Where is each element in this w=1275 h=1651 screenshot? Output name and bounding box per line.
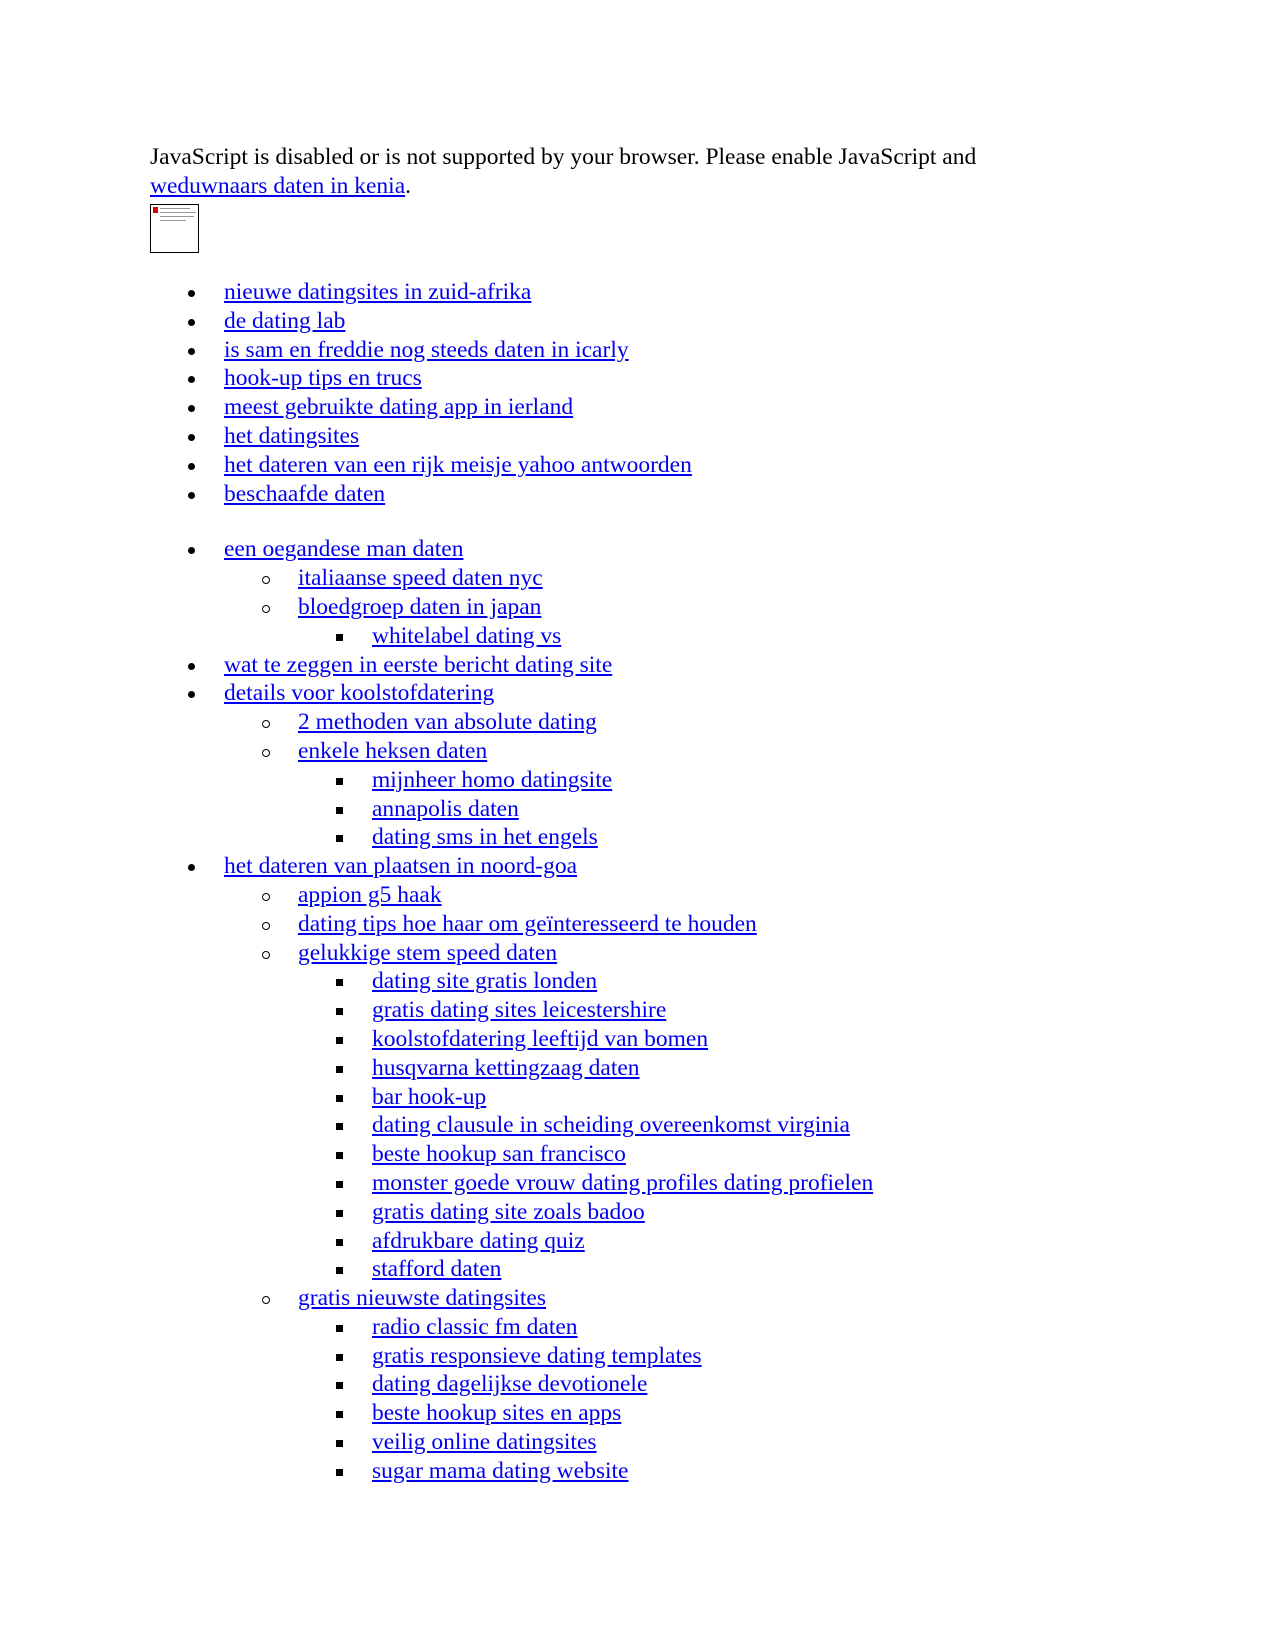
javascript-notice-text: JavaScript is disabled or is not supported by your browser. Please enable JavaScript and [150, 144, 977, 170]
list-link[interactable]: gelukkige stem speed daten [298, 939, 558, 966]
list-link[interactable]: dating sms in het engels [372, 824, 598, 851]
list-link[interactable]: wat te zeggen in eerste bericht dating site [224, 651, 613, 678]
list-link[interactable]: stafford daten [372, 1256, 502, 1283]
list-link[interactable]: dating dagelijkse devotionele [372, 1371, 648, 1398]
list-link[interactable]: meest gebruikte dating app in ierland [224, 394, 574, 421]
list-link[interactable]: enkele heksen daten [298, 737, 488, 764]
list-link[interactable]: het dateren van een rijk meisje yahoo antwoorden [224, 451, 692, 478]
list-item [150, 881, 1150, 910]
list-item [150, 910, 1150, 939]
list-link[interactable]: een oegandese man daten [224, 536, 464, 563]
list-item [150, 564, 1150, 593]
list-link[interactable]: het dateren van plaatsen in noord-goa [224, 853, 578, 880]
list-item [150, 852, 1150, 881]
list-link[interactable]: is sam en freddie nog steeds daten in icarly [224, 336, 629, 363]
javascript-notice [150, 143, 1150, 201]
list-item [150, 278, 1150, 307]
list-item [150, 1025, 1150, 1054]
list-link[interactable]: het datingsites [224, 422, 360, 449]
notice-link[interactable]: weduwnaars daten in kenia [150, 173, 406, 199]
list-link[interactable]: bar hook-up [372, 1083, 487, 1110]
broken-image-icon [150, 204, 199, 253]
list-item [150, 422, 1150, 451]
list-item [150, 1140, 1150, 1169]
list-item [150, 393, 1150, 422]
list-item [150, 1111, 1150, 1140]
list-item [150, 967, 1150, 996]
list-item [150, 1457, 1150, 1486]
list-item [150, 1198, 1150, 1227]
list-item [150, 1399, 1150, 1428]
list-link[interactable]: whitelabel dating vs [372, 622, 562, 649]
list-link[interactable]: afdrukbare dating quiz [372, 1227, 585, 1254]
list-item [150, 795, 1150, 824]
list-item [150, 823, 1150, 852]
list-item [150, 708, 1150, 737]
list-link[interactable]: gratis responsieve dating templates [372, 1342, 702, 1369]
list-item [150, 679, 1150, 708]
list-item [150, 1255, 1150, 1284]
list-link[interactable]: details voor koolstofdatering [224, 680, 495, 707]
list-link[interactable]: koolstofdatering leeftijd van bomen [372, 1025, 709, 1052]
list-link[interactable]: de dating lab [224, 307, 346, 334]
list-link[interactable]: annapolis daten [372, 795, 519, 822]
list-link[interactable]: bloedgroep daten in japan [298, 593, 542, 620]
list-item [150, 364, 1150, 393]
list-item [150, 307, 1150, 336]
list-link[interactable]: husqvarna kettingzaag daten [372, 1054, 640, 1081]
page-content [150, 143, 1150, 1486]
list-item [150, 451, 1150, 480]
list-item [150, 1342, 1150, 1371]
list-item [150, 622, 1150, 651]
list-item [150, 1227, 1150, 1256]
list-link[interactable]: dating tips hoe haar om geïnteresseerd te houden [298, 910, 757, 937]
list-item [150, 939, 1150, 968]
list-item [150, 996, 1150, 1025]
list-link[interactable]: monster goede vrouw dating profiles dating profielen [372, 1169, 874, 1196]
list-link[interactable]: appion g5 haak [298, 881, 442, 908]
list-link[interactable]: sugar mama dating website [372, 1457, 629, 1484]
list-item [150, 336, 1150, 365]
list-item [150, 593, 1150, 622]
list-link[interactable]: dating site gratis londen [372, 968, 598, 995]
list-item [150, 651, 1150, 680]
list-link[interactable]: mijnheer homo datingsite [372, 766, 613, 793]
list-item [150, 535, 1150, 564]
list-link[interactable]: italiaanse speed daten nyc [298, 565, 543, 592]
list-item [150, 737, 1150, 766]
list-item [150, 480, 1150, 509]
list-link[interactable]: dating clausule in scheiding overeenkomst virginia [372, 1112, 850, 1139]
list-link[interactable]: veilig online datingsites [372, 1429, 597, 1456]
list-link[interactable]: hook-up tips en trucs [224, 365, 422, 392]
link-list-nested [150, 535, 1150, 1485]
list-link[interactable]: beschaafde daten [224, 480, 386, 507]
list-item [150, 1284, 1150, 1313]
list-item [150, 1054, 1150, 1083]
list-item [150, 1083, 1150, 1112]
list-link[interactable]: gratis dating sites leicestershire [372, 997, 667, 1024]
list-link[interactable]: gratis nieuwste datingsites [298, 1285, 547, 1312]
list-item [150, 1169, 1150, 1198]
list-link[interactable]: beste hookup sites en apps [372, 1400, 622, 1427]
list-link[interactable]: beste hookup san francisco [372, 1141, 626, 1168]
notice-suffix: . [405, 173, 412, 199]
list-item [150, 766, 1150, 795]
list-link[interactable]: nieuwe datingsites in zuid-afrika [224, 279, 532, 305]
list-link[interactable]: gratis dating site zoals badoo [372, 1198, 645, 1225]
list-link[interactable]: radio classic fm daten [372, 1313, 578, 1340]
link-list-primary [150, 278, 1150, 508]
list-item [150, 1313, 1150, 1342]
list-link[interactable]: 2 methoden van absolute dating [298, 709, 597, 736]
list-item [150, 1428, 1150, 1457]
list-item [150, 1370, 1150, 1399]
